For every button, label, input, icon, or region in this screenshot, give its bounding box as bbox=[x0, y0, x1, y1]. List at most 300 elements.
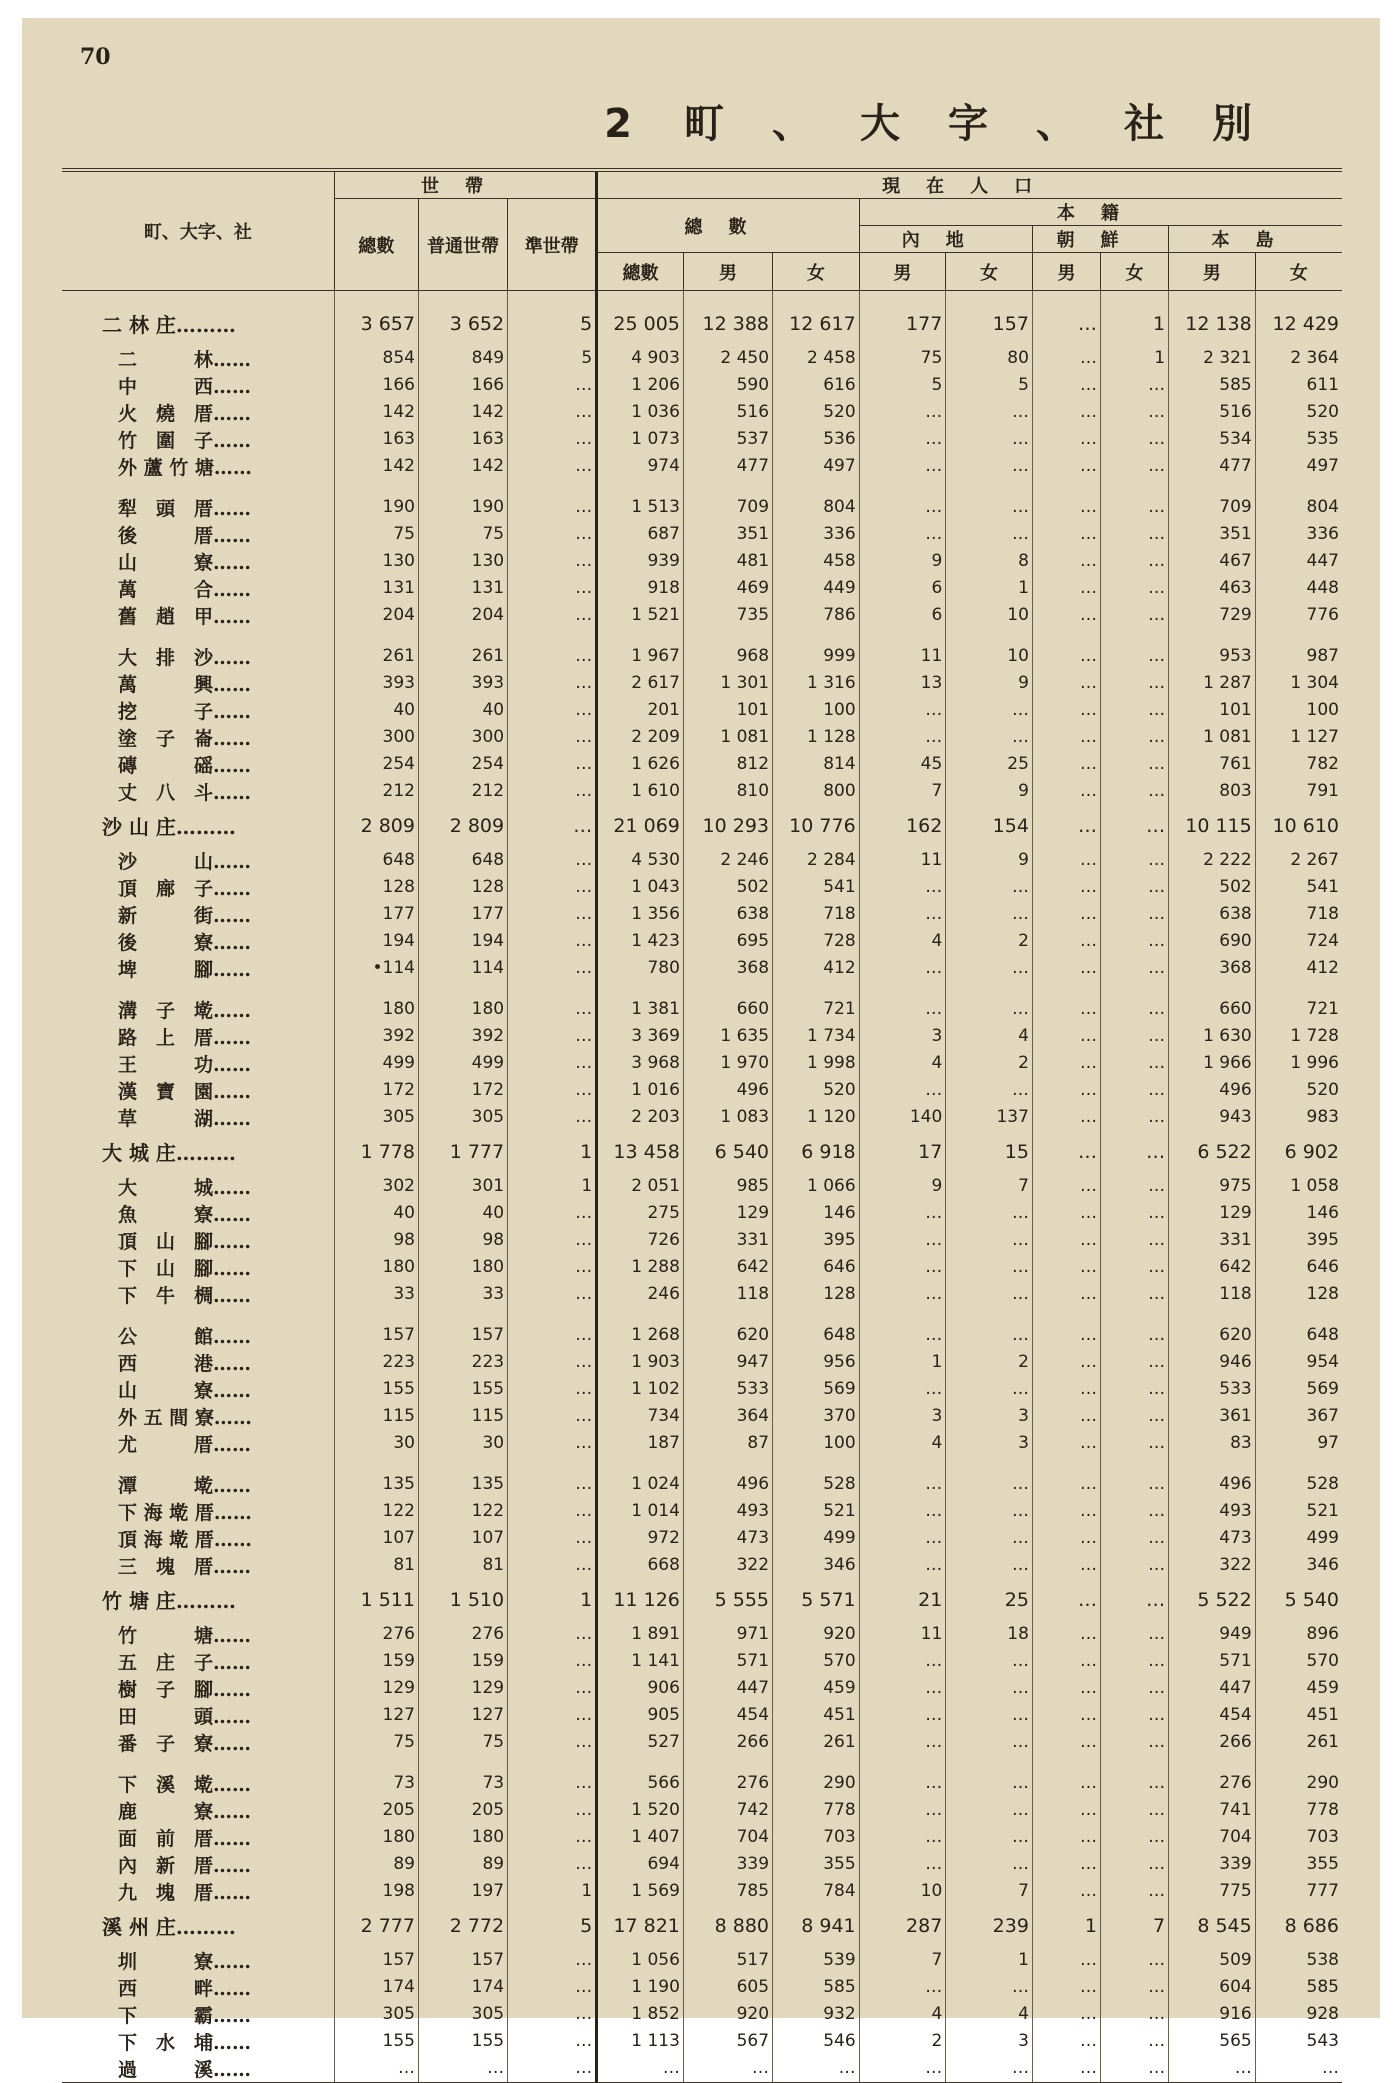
row-label: 路 上 厝…… bbox=[118, 1026, 252, 1049]
population-table bbox=[62, 168, 1342, 2083]
table-row bbox=[62, 1797, 1342, 1824]
cell-value: 395 bbox=[1255, 1227, 1342, 1254]
cell-value: 75 bbox=[334, 1729, 418, 1756]
cell-value: 157 bbox=[419, 1322, 508, 1349]
cell-value: 447 bbox=[683, 1675, 772, 1702]
cell-value: … bbox=[1101, 1621, 1169, 1648]
cell-value: … bbox=[1101, 1254, 1169, 1281]
cell-value: … bbox=[1032, 521, 1100, 548]
cell-value: 974 bbox=[597, 453, 684, 480]
table-row bbox=[62, 670, 1342, 697]
cell-value: 18 bbox=[946, 1621, 1033, 1648]
header-naichi: 內地 bbox=[859, 226, 1032, 253]
row-label: 犁 頭 厝…… bbox=[118, 497, 252, 520]
header-total-population: 總數 bbox=[597, 199, 859, 253]
cell-value: 761 bbox=[1169, 751, 1256, 778]
row-label: 山 寮…… bbox=[118, 551, 252, 574]
cell-value: 8 880 bbox=[683, 1905, 772, 1947]
cell-value: … bbox=[508, 575, 597, 602]
cell-value: 454 bbox=[1169, 1702, 1256, 1729]
cell-value: 646 bbox=[773, 1254, 860, 1281]
cell-value: 10 bbox=[859, 1878, 946, 1905]
cell-value: … bbox=[508, 1077, 597, 1104]
cell-value: … bbox=[508, 643, 597, 670]
section-row bbox=[62, 805, 1342, 847]
cell-value: 469 bbox=[683, 575, 772, 602]
cell-value: 75 bbox=[419, 1729, 508, 1756]
cell-value: 812 bbox=[683, 751, 772, 778]
cell-value: … bbox=[508, 453, 597, 480]
row-label: 萬 興…… bbox=[118, 673, 252, 696]
cell-value: 2 051 bbox=[597, 1173, 684, 1200]
cell-value: 1 036 bbox=[597, 399, 684, 426]
cell-value: 849 bbox=[419, 345, 508, 372]
table-row bbox=[62, 928, 1342, 955]
cell-value: 4 bbox=[946, 2001, 1033, 2028]
cell-value: 331 bbox=[683, 1227, 772, 1254]
cell-value: 13 bbox=[859, 670, 946, 697]
cell-value: 467 bbox=[1169, 548, 1256, 575]
cell-value: … bbox=[1032, 1376, 1100, 1403]
cell-value: … bbox=[1032, 1131, 1100, 1173]
cell-value: 190 bbox=[334, 494, 418, 521]
cell-value: 166 bbox=[334, 372, 418, 399]
cell-value: … bbox=[1101, 1430, 1169, 1457]
cell-value: 721 bbox=[1255, 996, 1342, 1023]
cell-value: 1 073 bbox=[597, 426, 684, 453]
cell-value: 40 bbox=[334, 697, 418, 724]
cell-value: … bbox=[1101, 399, 1169, 426]
cell-value: … bbox=[859, 1525, 946, 1552]
cell-value: 166 bbox=[419, 372, 508, 399]
cell-value: … bbox=[1032, 548, 1100, 575]
cell-value: … bbox=[508, 955, 597, 982]
table-row bbox=[62, 548, 1342, 575]
cell-value: 177 bbox=[859, 303, 946, 345]
cell-value: 180 bbox=[334, 1824, 418, 1851]
cell-value: 543 bbox=[1255, 2028, 1342, 2055]
cell-value: 127 bbox=[334, 1702, 418, 1729]
cell-value: 1 304 bbox=[1255, 670, 1342, 697]
cell-value: … bbox=[946, 1281, 1033, 1308]
header-male: 男 bbox=[1169, 253, 1256, 291]
cell-value: 590 bbox=[683, 372, 772, 399]
cell-value: 1 287 bbox=[1169, 670, 1256, 697]
cell-value: 1 407 bbox=[597, 1824, 684, 1851]
cell-value: 972 bbox=[597, 1525, 684, 1552]
cell-value: 128 bbox=[334, 874, 418, 901]
cell-value: 533 bbox=[683, 1376, 772, 1403]
cell-value: 454 bbox=[683, 1702, 772, 1729]
cell-value: 246 bbox=[597, 1281, 684, 1308]
cell-value: 1 128 bbox=[773, 724, 860, 751]
cell-value: 30 bbox=[419, 1430, 508, 1457]
cell-value: 107 bbox=[334, 1525, 418, 1552]
cell-value: … bbox=[508, 1824, 597, 1851]
cell-value: 1 301 bbox=[683, 670, 772, 697]
cell-value: 9 bbox=[946, 778, 1033, 805]
cell-value: 660 bbox=[1169, 996, 1256, 1023]
cell-value: 157 bbox=[334, 1322, 418, 1349]
spacer-row bbox=[62, 1756, 1342, 1770]
cell-value: 704 bbox=[1169, 1824, 1256, 1851]
cell-value: … bbox=[508, 2055, 597, 2083]
cell-value: … bbox=[1032, 955, 1100, 982]
cell-value: … bbox=[1032, 805, 1100, 847]
cell-value: 477 bbox=[1169, 453, 1256, 480]
cell-value: 724 bbox=[1255, 928, 1342, 955]
cell-value: 135 bbox=[334, 1471, 418, 1498]
cell-value: 130 bbox=[334, 548, 418, 575]
cell-value: 114 bbox=[419, 955, 508, 982]
cell-value: … bbox=[508, 399, 597, 426]
table-row bbox=[62, 1947, 1342, 1974]
cell-value: 130 bbox=[419, 548, 508, 575]
cell-value: … bbox=[1032, 1552, 1100, 1579]
cell-value: … bbox=[1032, 751, 1100, 778]
cell-value: … bbox=[508, 1770, 597, 1797]
cell-value: 985 bbox=[683, 1173, 772, 1200]
cell-value: 709 bbox=[1169, 494, 1256, 521]
row-label: 大 排 沙…… bbox=[118, 646, 252, 669]
cell-value: 7 bbox=[946, 1878, 1033, 1905]
cell-value: … bbox=[1101, 1471, 1169, 1498]
cell-value: 477 bbox=[683, 453, 772, 480]
cell-value: 1 967 bbox=[597, 643, 684, 670]
row-label: 火 燒 厝…… bbox=[118, 402, 252, 425]
cell-value: … bbox=[1032, 1851, 1100, 1878]
table-row bbox=[62, 643, 1342, 670]
cell-value: 129 bbox=[1169, 1200, 1256, 1227]
cell-value: 128 bbox=[773, 1281, 860, 1308]
cell-value: 163 bbox=[334, 426, 418, 453]
cell-value: … bbox=[1101, 778, 1169, 805]
cell-value: 953 bbox=[1169, 643, 1256, 670]
cell-value: 98 bbox=[419, 1227, 508, 1254]
row-label: 塗 子 崙…… bbox=[118, 727, 252, 750]
cell-value: 516 bbox=[1169, 399, 1256, 426]
cell-value: … bbox=[1101, 494, 1169, 521]
cell-value: … bbox=[508, 1974, 597, 2001]
cell-value: 305 bbox=[419, 1104, 508, 1131]
cell-value: … bbox=[1032, 575, 1100, 602]
cell-value: 10 610 bbox=[1255, 805, 1342, 847]
cell-value: 1 bbox=[1101, 345, 1169, 372]
cell-value: 620 bbox=[683, 1322, 772, 1349]
cell-value: 916 bbox=[1169, 2001, 1256, 2028]
cell-value: … bbox=[508, 1349, 597, 1376]
cell-value: … bbox=[1101, 1770, 1169, 1797]
cell-value: … bbox=[859, 453, 946, 480]
cell-value: … bbox=[946, 1525, 1033, 1552]
cell-value: 127 bbox=[419, 1702, 508, 1729]
cell-value: … bbox=[946, 1729, 1033, 1756]
cell-value: 4 bbox=[946, 1023, 1033, 1050]
cell-value: 565 bbox=[1169, 2028, 1256, 2055]
cell-value: 527 bbox=[597, 1729, 684, 1756]
spacer-row bbox=[62, 629, 1342, 643]
cell-value: 638 bbox=[683, 901, 772, 928]
header-female: 女 bbox=[946, 253, 1033, 291]
row-label: 後 厝…… bbox=[118, 524, 252, 547]
section-row bbox=[62, 1131, 1342, 1173]
cell-value: … bbox=[859, 1702, 946, 1729]
cell-value: 1 970 bbox=[683, 1050, 772, 1077]
table-row bbox=[62, 372, 1342, 399]
cell-value: 1 bbox=[1101, 303, 1169, 345]
cell-value: 1 056 bbox=[597, 1947, 684, 1974]
cell-value: … bbox=[1032, 2001, 1100, 2028]
cell-value: 174 bbox=[419, 1974, 508, 2001]
cell-value: … bbox=[946, 1824, 1033, 1851]
table-row bbox=[62, 847, 1342, 874]
cell-value: … bbox=[419, 2055, 508, 2083]
cell-value: … bbox=[1032, 1648, 1100, 1675]
cell-value: 775 bbox=[1169, 1878, 1256, 1905]
table-row bbox=[62, 1349, 1342, 1376]
cell-value: … bbox=[508, 847, 597, 874]
cell-value: 734 bbox=[597, 1403, 684, 1430]
cell-value: … bbox=[1032, 643, 1100, 670]
cell-value: … bbox=[1169, 2055, 1256, 2083]
cell-value: 906 bbox=[597, 1675, 684, 1702]
cell-value: … bbox=[508, 426, 597, 453]
cell-value: 447 bbox=[1255, 548, 1342, 575]
cell-value: 1 316 bbox=[773, 670, 860, 697]
row-label: 下 溪 墘…… bbox=[118, 1773, 252, 1796]
cell-value: … bbox=[859, 996, 946, 1023]
cell-value: 694 bbox=[597, 1851, 684, 1878]
row-label: 竹 塘…… bbox=[118, 1624, 252, 1647]
cell-value: … bbox=[508, 1376, 597, 1403]
row-label: 磚 磘…… bbox=[118, 754, 252, 777]
cell-value: 336 bbox=[773, 521, 860, 548]
cell-value: 172 bbox=[419, 1077, 508, 1104]
cell-value: 8 545 bbox=[1169, 1905, 1256, 1947]
table-row bbox=[62, 1077, 1342, 1104]
row-label: 頂 海 墘 厝…… bbox=[118, 1528, 252, 1551]
row-label: 後 寮…… bbox=[118, 931, 252, 954]
table-row bbox=[62, 399, 1342, 426]
cell-value: 118 bbox=[1169, 1281, 1256, 1308]
cell-value: … bbox=[1101, 1077, 1169, 1104]
cell-value: 305 bbox=[419, 2001, 508, 2028]
cell-value: 918 bbox=[597, 575, 684, 602]
cell-value: … bbox=[859, 399, 946, 426]
cell-value: … bbox=[946, 1770, 1033, 1797]
cell-value: 204 bbox=[334, 602, 418, 629]
cell-value: … bbox=[859, 1471, 946, 1498]
row-label: 九 塊 厝…… bbox=[118, 1881, 252, 1904]
cell-value: … bbox=[859, 1648, 946, 1675]
cell-value: 704 bbox=[683, 1824, 772, 1851]
cell-value: 142 bbox=[334, 399, 418, 426]
cell-value: 520 bbox=[773, 1077, 860, 1104]
cell-value: 570 bbox=[1255, 1648, 1342, 1675]
cell-value: … bbox=[508, 1675, 597, 1702]
cell-value: 157 bbox=[334, 1947, 418, 1974]
cell-value: 1 356 bbox=[597, 901, 684, 928]
cell-value: 157 bbox=[419, 1947, 508, 1974]
cell-value: … bbox=[1101, 1702, 1169, 1729]
cell-value: … bbox=[1032, 399, 1100, 426]
cell-value: 803 bbox=[1169, 778, 1256, 805]
cell-value: 412 bbox=[1255, 955, 1342, 982]
cell-value: 163 bbox=[419, 426, 508, 453]
cell-value: … bbox=[1101, 1729, 1169, 1756]
cell-value: 1 381 bbox=[597, 996, 684, 1023]
cell-value: 703 bbox=[773, 1824, 860, 1851]
cell-value: 142 bbox=[334, 453, 418, 480]
cell-value: 2 267 bbox=[1255, 847, 1342, 874]
header-male: 男 bbox=[859, 253, 946, 291]
cell-value: 499 bbox=[1255, 1525, 1342, 1552]
cell-value: 778 bbox=[773, 1797, 860, 1824]
cell-value: … bbox=[859, 2055, 946, 2083]
cell-value: 502 bbox=[683, 874, 772, 901]
row-label: 尤 厝…… bbox=[118, 1433, 252, 1456]
cell-value: 983 bbox=[1255, 1104, 1342, 1131]
cell-value: 728 bbox=[773, 928, 860, 955]
cell-value: 585 bbox=[773, 1974, 860, 2001]
header-female: 女 bbox=[773, 253, 860, 291]
cell-value: 322 bbox=[683, 1552, 772, 1579]
cell-value: … bbox=[946, 1648, 1033, 1675]
cell-value: 718 bbox=[773, 901, 860, 928]
row-label: 圳 寮…… bbox=[118, 1950, 252, 1973]
cell-value: 5 bbox=[508, 303, 597, 345]
cell-value: 254 bbox=[334, 751, 418, 778]
cell-value: … bbox=[508, 1227, 597, 1254]
row-label: 頂 廍 子…… bbox=[118, 877, 252, 900]
cell-value: … bbox=[1101, 1797, 1169, 1824]
cell-value: 89 bbox=[419, 1851, 508, 1878]
cell-value: … bbox=[1101, 1947, 1169, 1974]
cell-value: 1 bbox=[946, 575, 1033, 602]
row-label: 下 海 墘 厝…… bbox=[118, 1501, 252, 1524]
cell-value: 780 bbox=[597, 955, 684, 982]
cell-value: 135 bbox=[419, 1471, 508, 1498]
cell-value: 481 bbox=[683, 548, 772, 575]
cell-value: … bbox=[946, 1471, 1033, 1498]
cell-value: 718 bbox=[1255, 901, 1342, 928]
cell-value: 648 bbox=[334, 847, 418, 874]
cell-value: 11 bbox=[859, 1621, 946, 1648]
cell-value: 2 458 bbox=[773, 345, 860, 372]
cell-value: … bbox=[1101, 847, 1169, 874]
row-label: 溝 子 墘…… bbox=[118, 999, 252, 1022]
cell-value: 128 bbox=[419, 874, 508, 901]
cell-value: … bbox=[1101, 751, 1169, 778]
cell-value: 131 bbox=[419, 575, 508, 602]
row-label: 下 霸…… bbox=[118, 2004, 252, 2027]
cell-value: … bbox=[1032, 1579, 1100, 1621]
cell-value: 946 bbox=[1169, 1349, 1256, 1376]
header-households: 世帶 bbox=[334, 170, 596, 199]
cell-value: 533 bbox=[1169, 1376, 1256, 1403]
cell-value: … bbox=[1032, 847, 1100, 874]
cell-value: … bbox=[1101, 1878, 1169, 1905]
cell-value: 155 bbox=[419, 2028, 508, 2055]
cell-value: 642 bbox=[1169, 1254, 1256, 1281]
cell-value: 346 bbox=[1255, 1552, 1342, 1579]
cell-value: 159 bbox=[334, 1648, 418, 1675]
table-row bbox=[62, 1974, 1342, 2001]
header-male: 男 bbox=[683, 253, 772, 291]
cell-value: 9 bbox=[946, 847, 1033, 874]
cell-value: … bbox=[508, 602, 597, 629]
cell-value: 854 bbox=[334, 345, 418, 372]
cell-value: … bbox=[1032, 1498, 1100, 1525]
cell-value: 8 686 bbox=[1255, 1905, 1342, 1947]
cell-value: 100 bbox=[1255, 697, 1342, 724]
cell-value: 25 bbox=[946, 1579, 1033, 1621]
cell-value: 4 bbox=[859, 1430, 946, 1457]
cell-value: … bbox=[859, 1077, 946, 1104]
cell-value: … bbox=[1032, 453, 1100, 480]
cell-value: 999 bbox=[773, 643, 860, 670]
cell-value: 566 bbox=[597, 1770, 684, 1797]
table-row bbox=[62, 1403, 1342, 1430]
cell-value: … bbox=[1101, 1200, 1169, 1227]
cell-value: 605 bbox=[683, 1974, 772, 2001]
cell-value: … bbox=[1032, 1349, 1100, 1376]
table-row bbox=[62, 778, 1342, 805]
cell-value: … bbox=[508, 1104, 597, 1131]
cell-value: 300 bbox=[419, 724, 508, 751]
cell-value: 777 bbox=[1255, 1878, 1342, 1905]
cell-value: … bbox=[1101, 1525, 1169, 1552]
cell-value: 648 bbox=[1255, 1322, 1342, 1349]
row-label: 舊 趙 甲…… bbox=[118, 605, 252, 628]
cell-value: … bbox=[508, 805, 597, 847]
cell-value: 804 bbox=[773, 494, 860, 521]
cell-value: … bbox=[508, 1621, 597, 1648]
cell-value: 642 bbox=[683, 1254, 772, 1281]
cell-value: 3 657 bbox=[334, 303, 418, 345]
cell-value: 499 bbox=[419, 1050, 508, 1077]
cell-value: … bbox=[946, 426, 1033, 453]
cell-value: 473 bbox=[683, 1525, 772, 1552]
table-row bbox=[62, 345, 1342, 372]
cell-value: … bbox=[508, 1281, 597, 1308]
cell-value: 646 bbox=[1255, 1254, 1342, 1281]
cell-value: 100 bbox=[773, 1430, 860, 1457]
cell-value: 9 bbox=[946, 670, 1033, 697]
cell-value: 10 bbox=[946, 643, 1033, 670]
cell-value: … bbox=[1101, 2055, 1169, 2083]
cell-value: 536 bbox=[773, 426, 860, 453]
cell-value: 393 bbox=[419, 670, 508, 697]
cell-value: … bbox=[1101, 1349, 1169, 1376]
cell-value: … bbox=[1101, 1824, 1169, 1851]
cell-value: … bbox=[859, 1498, 946, 1525]
cell-value: … bbox=[946, 1227, 1033, 1254]
cell-value: 276 bbox=[683, 1770, 772, 1797]
header-present-population: 現在人口 bbox=[597, 170, 1342, 199]
cell-value: 729 bbox=[1169, 602, 1256, 629]
row-label: 埤 腳…… bbox=[118, 958, 252, 981]
header-female: 女 bbox=[1255, 253, 1342, 291]
cell-value: 305 bbox=[334, 2001, 418, 2028]
cell-value: … bbox=[1032, 1824, 1100, 1851]
cell-value: 721 bbox=[773, 996, 860, 1023]
row-label: 田 頭…… bbox=[118, 1705, 252, 1728]
cell-value: 4 bbox=[859, 1050, 946, 1077]
cell-value: 496 bbox=[1169, 1077, 1256, 1104]
cell-value: … bbox=[1101, 1552, 1169, 1579]
cell-value: … bbox=[1032, 901, 1100, 928]
